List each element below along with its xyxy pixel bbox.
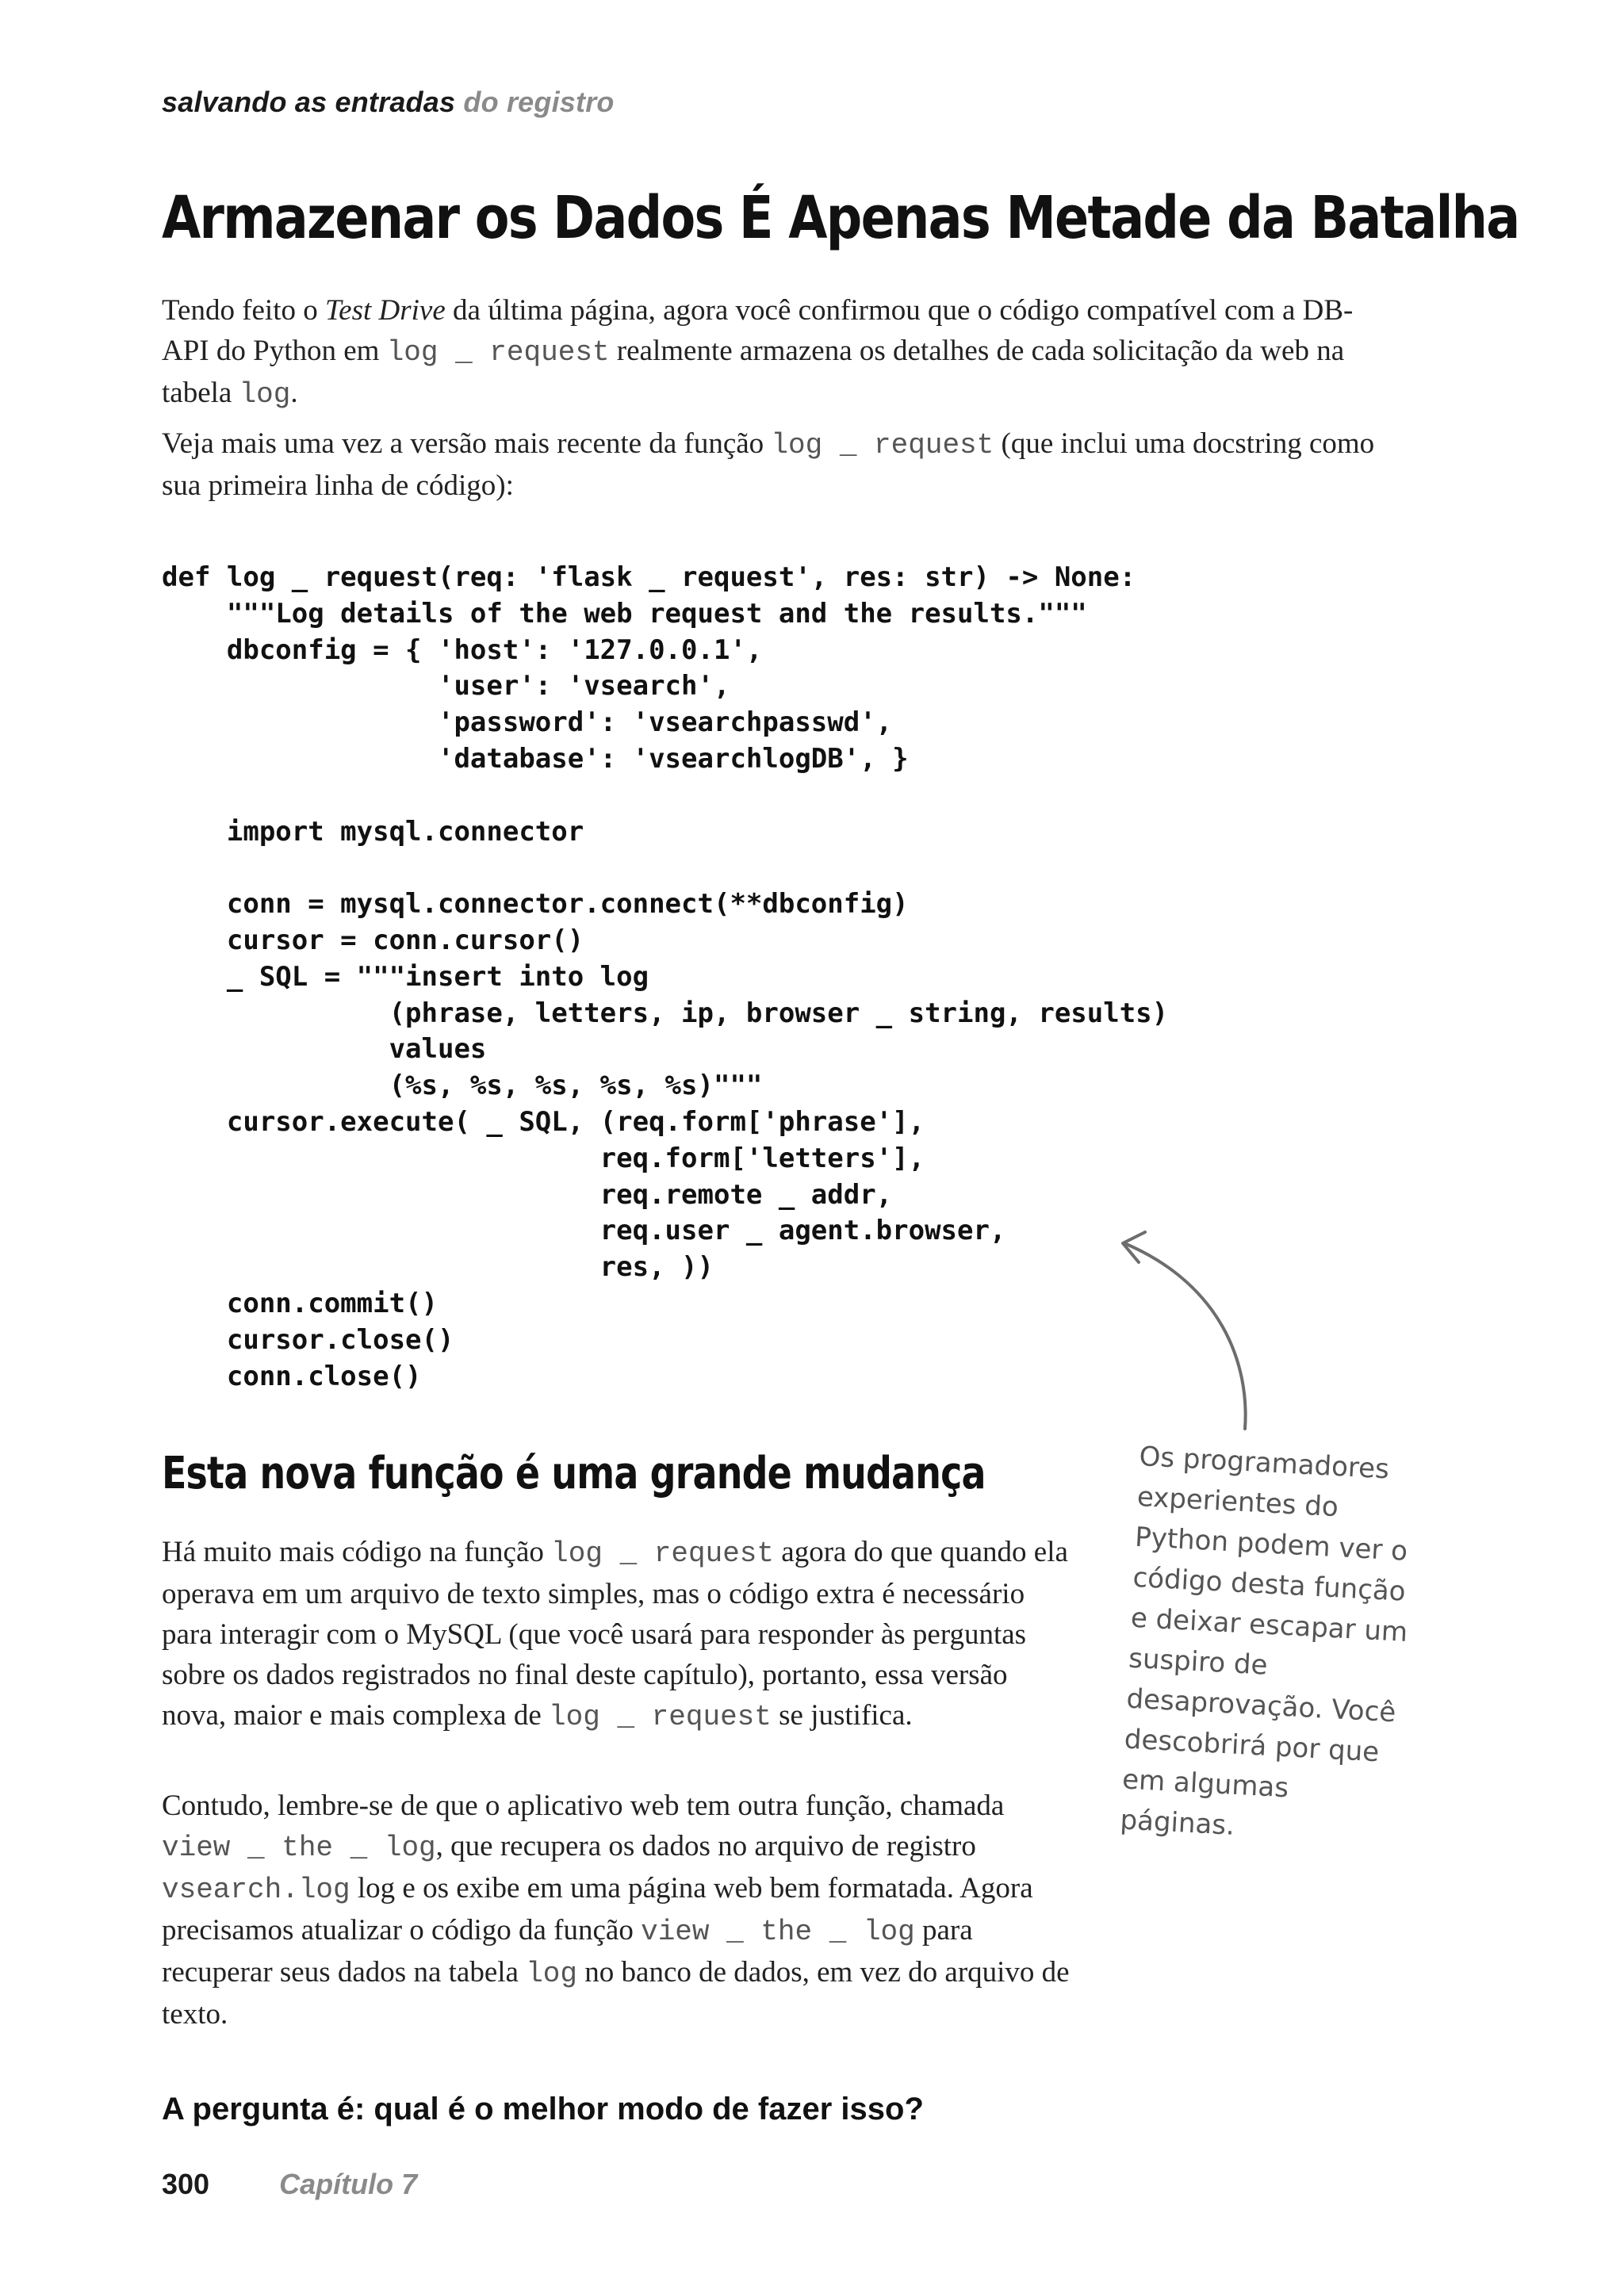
text-run: log e os exibe em uma página web bem formatada. Agora precisamos atualizar o código da função bbox=[162, 1872, 1033, 1947]
inline-code: log _ request bbox=[386, 336, 610, 369]
text-run: da última página, agora você confirmou que o código compatível com a DB-API do Python em bbox=[162, 294, 1354, 367]
text-run: . bbox=[290, 377, 298, 409]
running-head-subsection: do registro bbox=[463, 86, 615, 118]
inline-code: log bbox=[526, 1958, 578, 1990]
curved-arrow-icon bbox=[1110, 1221, 1269, 1443]
running-head-section: salvando as entradas bbox=[162, 86, 456, 118]
page-number: 300 bbox=[162, 2168, 210, 2200]
text-run: para recuperar seus dados na tabela bbox=[162, 1914, 973, 1989]
italic-run: Test Drive bbox=[325, 294, 446, 327]
text-run: Veja mais uma vez a versão mais recente da função bbox=[162, 427, 772, 460]
inline-code: log _ request bbox=[551, 1537, 775, 1570]
inline-code: log _ request bbox=[549, 1701, 772, 1733]
text-run: no banco de dados, em vez do arquivo de texto. bbox=[162, 1956, 1070, 2031]
text-run: Tendo feito o bbox=[162, 294, 325, 327]
code-listing: def log _ request(req: 'flask _ request', res: str) -> None: """Log details of the web request and the results.""" dbconfig = { 'host': '127.0.0.1', 'user': 'vsearch', 'password': 'vsearchpasswd', 'database': 'vsearchlogDB', } import mysql.connector conn = mysql.connector.connect(**dbconfig) cursor = conn.cursor() _ SQL = """insert into log (phrase, letters, ip, browser _ string, results) values (%s, %s, %s, %s, %s)""" cursor.execute( _ SQL, (req.form['phrase'], req.form['letters'], req.remote _ addr, req.user _ agent.browser, res, )) conn.commit() cursor.close() conn.close() bbox=[162, 561, 1169, 1392]
inline-code: view _ the _ log bbox=[641, 1916, 915, 1948]
chapter-label: Capítulo 7 bbox=[279, 2168, 418, 2200]
text-run: , que recupera os dados no arquivo de registro bbox=[435, 1830, 976, 1862]
margin-annotation: Os programadores experientes do Python podem ver o código desta função e deixar escapar um suspiro de desaprovação. Você descobrirá por que em algumas páginas. bbox=[1119, 1440, 1409, 1842]
text-run: Há muito mais código na função bbox=[162, 1536, 552, 1568]
page-title: Armazenar os Dados É Apenas Metade da Batalha bbox=[162, 184, 1519, 252]
closing-question: A pergunta é: qual é o melhor modo de fazer isso? bbox=[162, 2092, 924, 2126]
inline-code: vsearch.log bbox=[162, 1874, 350, 1906]
page-footer bbox=[162, 2168, 417, 2201]
inline-code: log bbox=[239, 378, 291, 411]
inline-code: log _ request bbox=[771, 429, 994, 461]
intro-paragraph-1 bbox=[162, 290, 1399, 415]
running-head bbox=[162, 86, 615, 119]
section-paragraph-1 bbox=[162, 1532, 1074, 1737]
section-heading: Esta nova função é uma grande mudança bbox=[162, 1448, 986, 1499]
text-run: Contudo, lembre-se de que o aplicativo web tem outra função, chamada bbox=[162, 1790, 1005, 1822]
text-run: (que inclui uma docstring como sua primeira linha de código): bbox=[162, 427, 1375, 502]
text-run: realmente armazena os detalhes de cada solicitação da web na tabela bbox=[162, 335, 1345, 409]
section-paragraph-2 bbox=[162, 1786, 1074, 2035]
intro-paragraph-2 bbox=[162, 423, 1399, 506]
inline-code: view _ the _ log bbox=[162, 1832, 436, 1864]
text-run: agora do que quando ela operava em um arquivo de texto simples, mas o código extra é necessário para interagir com o MySQL (que você usará para responder às perguntas sobre os dados registrados no final deste capítulo), portanto, essa versão nova, maior e mais complexa de bbox=[162, 1536, 1068, 1732]
text-run: se justifica. bbox=[771, 1699, 913, 1732]
